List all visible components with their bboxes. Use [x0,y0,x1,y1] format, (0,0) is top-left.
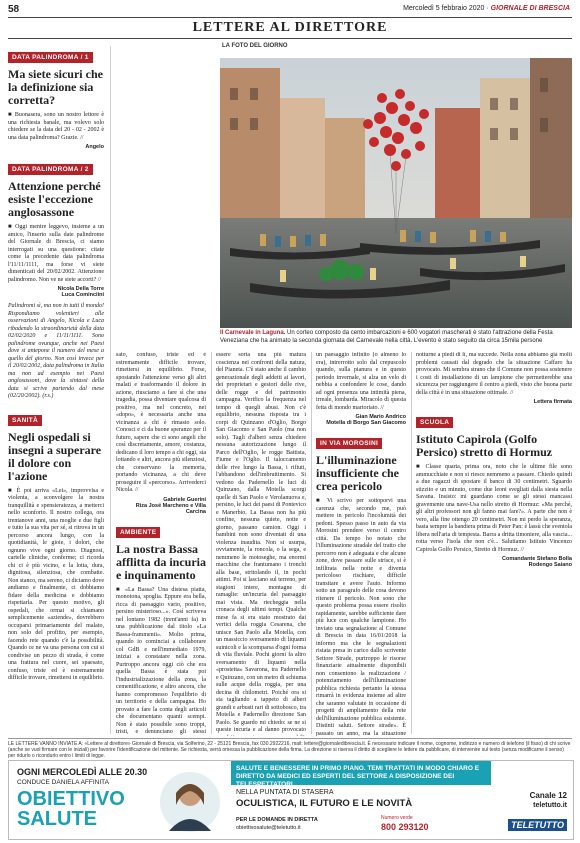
letter-body: essere sorta una più matura coscienza nei confronti della natura, del Pianeta. C'è stato anche il cambio generazionale degli addetti ai lavori, dei proprietari e gestori delle rive, delle rogge e del patrimonio campagna. Verifico la frequenza nel tempo di quegli abusi. Non c'è equilibrio, nessuna risposta tra i corpi di Quinzano d'Oglio, Borgo San Giacomo e San Paolo (ma non solo). Tagli d'alberi senza chiedere nessuna autorizzazione lungo il Parco dell'Oglio, le rogge Battista, Fiume e l'Oglio. Il taloccamento delle rive lungo la Bassa, i rifiuti, l'abbandono dell'imbruttimento. Si vedono da Padernello le luci di Quinzano, dalla Motella scorgi quelle di San Paolo e Verolanuova e, persino, le luci dei paesi di Pontevico e Manerbio. La Bassa non ha più confine, nessuna quiete, notte e giorno, passano camion. Oggi i bambini non sono diventati di una violenza inaudita. Non si usurpa, ovviamente, la roncola, o la sega, e nemmeno le motoseghe, ma enormi macchine che frantumano i tronchi alla base, stritolando il, in pochi attimi. Poi si lasciano sul terreno, per stagioni intere, montagne di ramaglie: un'incuria del paesaggio mai vista. Ma riecheggia nella cronaca degli ultimi tempi. Qualche mese fa si era stato mostrato dai vertici della roggia Cesarena, che unisce San Paolo alla Motella, con un massiccio sversamento di liquami suinicoli e la scomparsa d'ogni forma di vita fluviale. Pochi giorni fa altro sversamento di liquami nella «prostetta» Savarona, tra Padernello e Quinzano, con un metro di schiuma sulle acque della roggia, per una decina di chilometri. Poiché ora si sta tagliando a tappeto di alberi grandi e arbusti rari di sottobosco, tra Motella e Padernello direzione San Paolo. Se guardo mi chiedo: se ne si queste incuria e al danno provocato [216,352,306,733]
column-5 [416,352,572,736]
letter-body: un paesaggio infinito (o almeno lo era), intrerrotto solo dal crepuscolo quando, sulla pianura e in questo periodo invernale, si alza un velo di nebbia a confondere le cose, dando ad ogni presenza una intimità piena, irreale, lombarda. Miracolo di questa fetta di mondo martoriato. // [316,352,406,411]
letter-tag: AMBIENTE [116,527,160,538]
letter-headline: L'illuminazione insufficiente che crea pericolo [316,453,399,493]
photo-caption [220,330,572,345]
letter-headline: Ma siete sicuri che la definizione sia corretta? [8,67,103,107]
advert-description: SALUTE E BENESSERE IN PRIMO PIANO. TEMI TRATTATI IN MODO CHIARO E DIRETTO DA MEDICI ED ESPERTI DEL SETTORE A DISPOSIZIONE DEI TELESPETTATORI. [231,761,491,785]
letter-tag: DATA PALINDROMA / 2 [8,164,93,175]
letter-body: ■ È poi arriva «Lei», improvvisa e violenta, a sconvolgere la nostra tranquillità e spensieratezza, a metterci nello sconforto. Il nostro collega, ora trentanove anni, una moglie e due figli e tutto la sua vita per sé, si ritrova in un percorso ancora lungo, con la quotidianità, le gioie, i dolori, che ognuno vive ogni giorno. Diagnosi, cartelle cliniche, conferme; ci ricorda chi ci è più vicino, e la lotta, dura, dignitosa, silenziosa, che combatte. Non stanco, ma sereno, ci diciamo dove andiamo e finalmente, ci dobbiamo fidare della medicina e dobbiamo rispettarla. Per questo motivo, gli ospedali, che ormai si chiamano semplicemente «aziende», dovrebbero occuparsi primariamente del malato, non solo del profitto, per esempio, facendo rete quando c'è la possibilità. Quando ce ne va una persona con cui si condivise un pezzo di strada, è come una frattura nel cuore, sei spaesato, confuso, triste ed è estremamente difficile trovare, rimettersi in equilibrio. [8,487,104,681]
photo-carnival [220,58,572,328]
letter-body: ■ Vi scrivo per sottoporvi una carenza che, secondo me, può mettere in pericolo l'incolumità dei pedoni. Spesso passo in auto da via Morosini prendere verso il centro città. Da tempo ho notato che l'illuminazione stradale del tratto che percorro non è adeguata e che alcune zone, dove passare sulle strisce, si è infiltrata nella notte e diventa pericoloso rischiare, difficile transitare e avere l'auto. Informo sotto un paragrafo delle cosa devono ritenere il pericolo. Non sono che questo problema possa essere risolto rapidamente, sarebbe sufficiente dare più luce con qualche lampione. Ho inviato una segnalazione al Comune di Brescia in data 16/01/2018 la informo ma che le segnalazioni ristata presa in carico dallo scrivente Settore Strade, purtroppo le risorse finanziarie attualmente disponibili non consentono la realizzazione / potenziamento dell'illuminazione pubblica richiesta pertanto la stessa rimarrà in evidenza insieme ad altre che saranno valutate in occasione di progetti di ampliamento della rete dell'illuminazione pubblica esistente. Distinti saluti. Settore strade». È passato un anno, ma la situazione [316,498,406,736]
advert-topic: OCULISTICA, IL FUTURO E LE NOVITÀ [236,798,413,809]
column-divider [211,352,212,734]
letter-tag: SANITÀ [8,415,42,426]
editor-reply: Palindromi sì, ma non in tutti il mondo! Rispondiamo volentieri alle osservazioni di Angelo, Nicola e Luca ribadendo la straordinarietà della data 02/02/2020 e 11/11/1111. Sono palindrome ovunque, anche nei Paesi dove si antepone il numero del mese a quello del giorno. Non così invece per il 20/02/2002, data palindroma in Italia ma non ad esempio nei Paesi anglosassoni, dove la sintassi della data si scrive partendo dal mese (02/20/2002). (r.s.) [8,303,104,399]
caption-text: Un corteo composto da cento imbarcazioni e 600 vogatori mascherati è stato l'attrazione della Festa Veneziana che ha animato la seconda giornata del Carnevale nella città. L'evento è stato seguito da circa 15mila persone [220,330,553,344]
letter-body: ■ «La Bassa? Una distesa piatta, monotona, spoglia. Eppure era bella, ricca di paesaggio vario, positivo, persino misterioso...». Così scriveva nel lontano 1982 (trent'anni fa) in una pubblicazione dal titolo «La Bassa-frammenti». Molto prima, quando io cominciai a collaborare col GdB e nell'immediato 1979, iniziai a constatare nella zona. Purtroppo ancora oggi ciò che era quella Bassa è stata poi l'industrializzazione della zona, la cementificazione, e altro ancora, che hanno compromesso l'equilibrio di un territorio e della campagna. Ho provato a fare la conta degli articoli che documentano quanti scempi. Non è stato possibile sono troppi, tristi, e denunciano gli stessi [116,586,206,735]
letter-signature: Gian Mario Andrico Motella di Borgo San Giacomo [326,414,406,426]
letter-body: ■ Classe quarta, prima ora, noto che le ultime file sono ammucchiate e non si riesce nemmeno a passare. Chiedo quindi a due ragazzi di spostare il banco di 30 centimetri. Sguardo stizzito e un minuto, come due leoni svegliati dalla siesta nella Savana. Insisto: mi guardano come se gli stessi mancassi gravemente una nave-Usa nello stretto di Hormuz: «Ma perché, gli altri professori non gli fanno mai fare?». A parte che non è vero, alla fine ottengo 20 centimetri. Non mi perdo la speranza, basta sempre la bandiera prima di Peter Pan: è lassù che sventola libera nell'aria di tempesta. Barra a dritta timoniere, alla vascia... rotta verso l'isola che non c'è... Salutiamo Istituto Vincenzo Capirola Golfo Persico, Stretto di Hormuz. // [416,464,572,553]
host-portrait-icon [159,771,221,833]
advert-left [9,761,229,839]
letter-signature: Nicola Della Torre Luca Cominciini [57,286,104,298]
teletutto-logo: TELETUTTO [508,819,567,831]
date-text: Mercoledì 5 febbraio 2020 [403,5,485,12]
column-divider [411,352,412,734]
column-2 [116,352,206,736]
advert-banner [8,760,574,840]
letter-tag: IN VIA MOROSINI [316,438,382,449]
phone-label: Numero verde [381,815,413,821]
letter-signature: Gabriele Guerini Riza José Marcheno e Villa Carcina [135,496,206,515]
column-divider [110,46,111,734]
caption-title: Il Carnevale in Laguna. [220,330,286,336]
letter-signature: Comandante Stefano Bolla Rodengo Saiano [502,556,572,568]
letter-signature: Lettera firmata [533,399,572,405]
submission-notice: LE LETTERE VANNO INVIATE A: «Lettere al direttore» Giornale di Brescia, via Solferino, 22 - 25121 Brescia, fax 030.2922216, mail: lettere@giornaledibrescia.it. È necessario indicare il nome, cognome, indirizzo e numero di telefono (il fisso) di chi scrive (anche se vuol firmare con le iniziali) per favorire l'identificazione del mittente. Se richiesta, verrà omessa la pubblicazione della firma. La direzione si riserva il diritto di scegliere le lettere da pubblicare, di intervenire sul testo (senza modificarne il senso) per ridurlo o ricondurlo entro i limiti di legge. [8,738,572,759]
paper-name: GIORNALE DI BRESCIA [490,5,570,12]
letter-headline: Istituto Capirola (Golfo Persico) stretto di Hormuz [416,432,553,459]
advert-schedule: OGNI MERCOLEDÌ ALLE 20.30 [17,767,148,777]
advert-email: obiettivosalute@teletutto.it [236,825,301,831]
letter-tag: SCUOLA [416,417,453,428]
letter-signature: Angelo [85,144,104,150]
letter-headline: La nostra Bassa afflitta da incuria e inquinamento [116,541,206,582]
column-divider [311,352,312,734]
advert-host: CONDUCE DANIELA AFFINITA [17,779,109,786]
letter-body: sato, confuso, triste ed è estremamente difficile trovare, rimettersi in equilibrio. Forse, spostando l'attenzione verso gli altri malati e trasformando il dolore in azione, riusciamo a fare sì che una tragedia, possa diventare qualcosa di positivo, ma nel concreto, nei «dopo», è necessaria anche una vicinanza a chi è rimasto solo. Conosci e ci da buone speranze per il futuro, sapere che ci sono angeli che così discretamente, amore, costanza, dedicano il loro tempo a chi oggi, sta lottando e altri, ancora più silenziosi, che conservano la memoria, portando vicinanza, a chi deve proseguire il «percorso». Arrivederci Nicola. // [116,352,206,493]
letter-body: ■ Buonasera, sono un nostro lettore è una richiesta banale, ma volevo solo chiedere se la data del 20 - 02 - 2002 è una data palindroma? Grazie. // [8,112,104,141]
phone-number: 800 293120 [381,822,429,832]
channel-number: Canale 12 [529,791,567,800]
page-number: 58 [8,4,20,15]
letter-tag: DATA PALINDROMA / 1 [8,52,93,63]
advert-questions: PER LE DOMANDE IN DIRETTA [236,817,318,823]
photo-image [220,58,572,328]
column-3 [216,352,306,736]
section-title: LETTERE AL DIRETTORE [192,20,388,35]
photo-label: LA FOTO DEL GIORNO [222,43,288,49]
advert-right [497,761,573,839]
advert-middle [231,761,491,839]
header-rule [8,17,572,18]
letter-body: ■ Oggi mentre leggevo, insieme a un amico, l'inserto sulla date palindrome del Giornale di Brescia, ci siamo interrogati su una questione: citate come la precedente data palindroma l'11/11/1111, ma forse vi siete dimenticati del 20/02/2002. Attenzione palindromo. Non ve ne siete accorti? // [8,224,104,283]
letter-headline: Attenzione perché esiste l'eccezione anglosassone [8,179,101,219]
column-4 [316,352,406,736]
channel-site: teletutto.it [533,802,567,809]
header-date: Mercoledì 5 febbraio 2020 · GIORNALE DI BRESCIA [403,5,570,12]
letter-headline: Negli ospedali si insegni a superare il dolore con l'azione [8,429,102,483]
advert-tonight: NELLA PUNTATA DI STASERA [236,789,334,796]
letter-body: notturne a piedi di lì, ma succede. Nella zona abbiamo già molti problemi causati dal degrado che la situazione Caffaro ha provocato. Mi sembra strano che il Comune non possa sostenere i costi di installazione di un lampione che permetterebbe una sicurezza per raggiungere il centro a piedi, visto che buona parte della città è in una situazione ottimale. // [416,352,572,396]
advert-title-2: SALUTE [17,808,97,830]
column-1 [8,46,104,736]
advert-title-1: OBIETTIVO [17,788,125,810]
header-rule-bottom [8,38,572,39]
